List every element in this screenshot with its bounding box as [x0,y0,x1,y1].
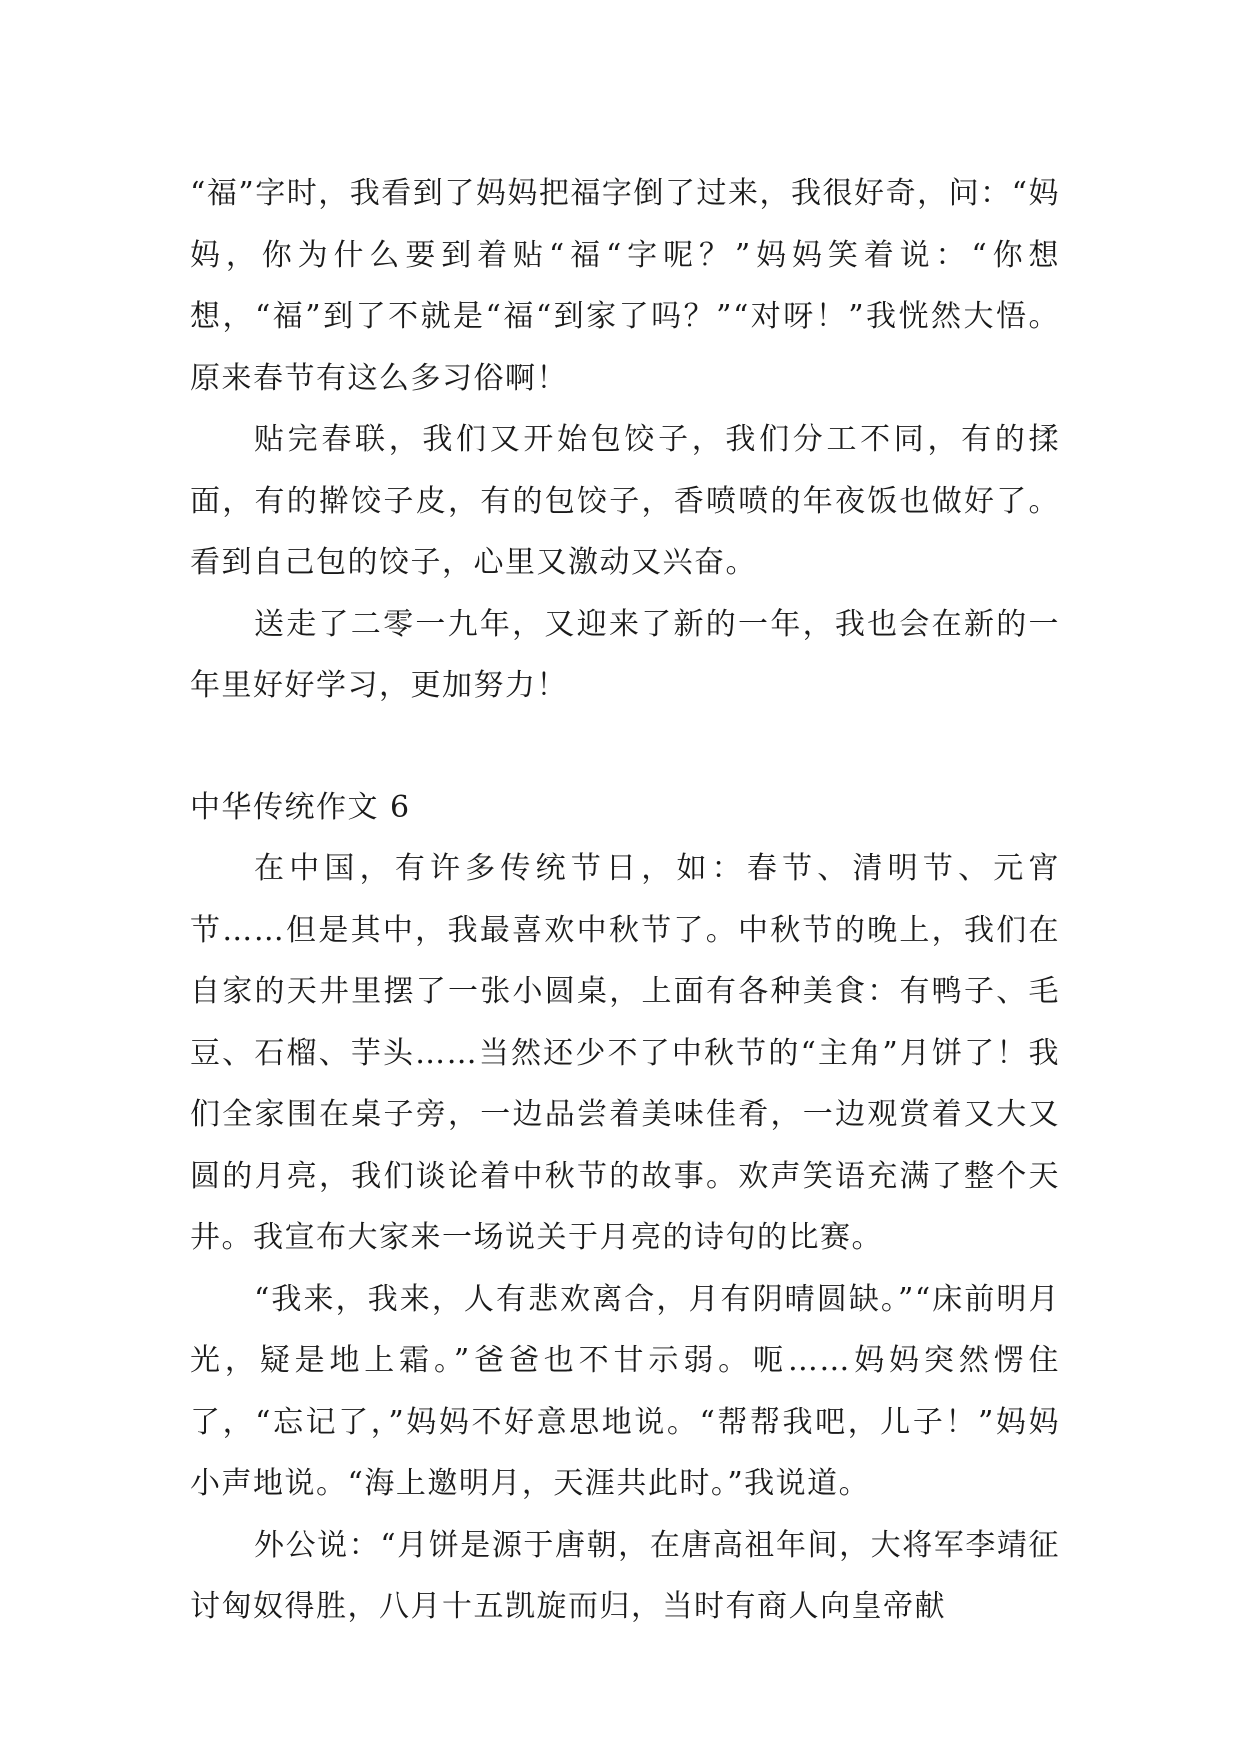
paragraph-grandpa: 外公说：“月饼是源于唐朝，在唐高祖年间，大将军李靖征讨匈奴得胜，八月十五凯旋而归，当时有商人向皇帝献 [190,1527,1060,1624]
essay-body [190,163,1060,1638]
paragraph-mid-autumn: 在中国，有许多传统节日，如：春节、清明节、元宵节……但是其中，我最喜欢中秋节了。中秋节的晚上，我们在自家的天井里摆了一张小圆桌，上面有各种美食：有鸭子、毛豆、石榴、芋头……当然还少不了中秋节的“主角”月饼了！我们全家围在桌子旁，一边品尝着美味佳肴，一边观赏着又大又圆的月亮，我们谈论着中秋节的故事。欢声笑语充满了整个天井。我宣布大家来一场说关于月亮的诗句的比赛。 [190,851,1060,1255]
paragraph-fu-character: “福”字时，我看到了妈妈把福字倒了过来，我很好奇，问：“妈妈，你为什么要到着贴“福“字呢？”妈妈笑着说：“你想想，“福”到了不就是“福“到家了吗？”“对呀！”我恍然大悟。原来春节有这么多习俗啊！ [190,176,1060,396]
paragraph-dumplings: 贴完春联，我们又开始包饺子，我们分工不同，有的揉面，有的擀饺子皮，有的包饺子，香喷喷的年夜饭也做好了。看到自己包的饺子，心里又激动又兴奋。 [190,422,1060,580]
paragraph-new-year: 送走了二零一九年，又迎来了新的一年，我也会在新的一年里好好学习，更加努力！ [190,606,1060,703]
paragraph-poems: “我来，我来，人有悲欢离合，月有阴晴圆缺。”“床前明月光，疑是地上霜。”爸爸也不甘示弱。呃……妈妈突然愣住了，“忘记了，”妈妈不好意思地说。“帮帮我吧，儿子！”妈妈小声地说。“海上邀明月，天涯共此时。”我说道。 [190,1281,1060,1501]
essay-title: 中华传统作文 6 [190,789,411,825]
